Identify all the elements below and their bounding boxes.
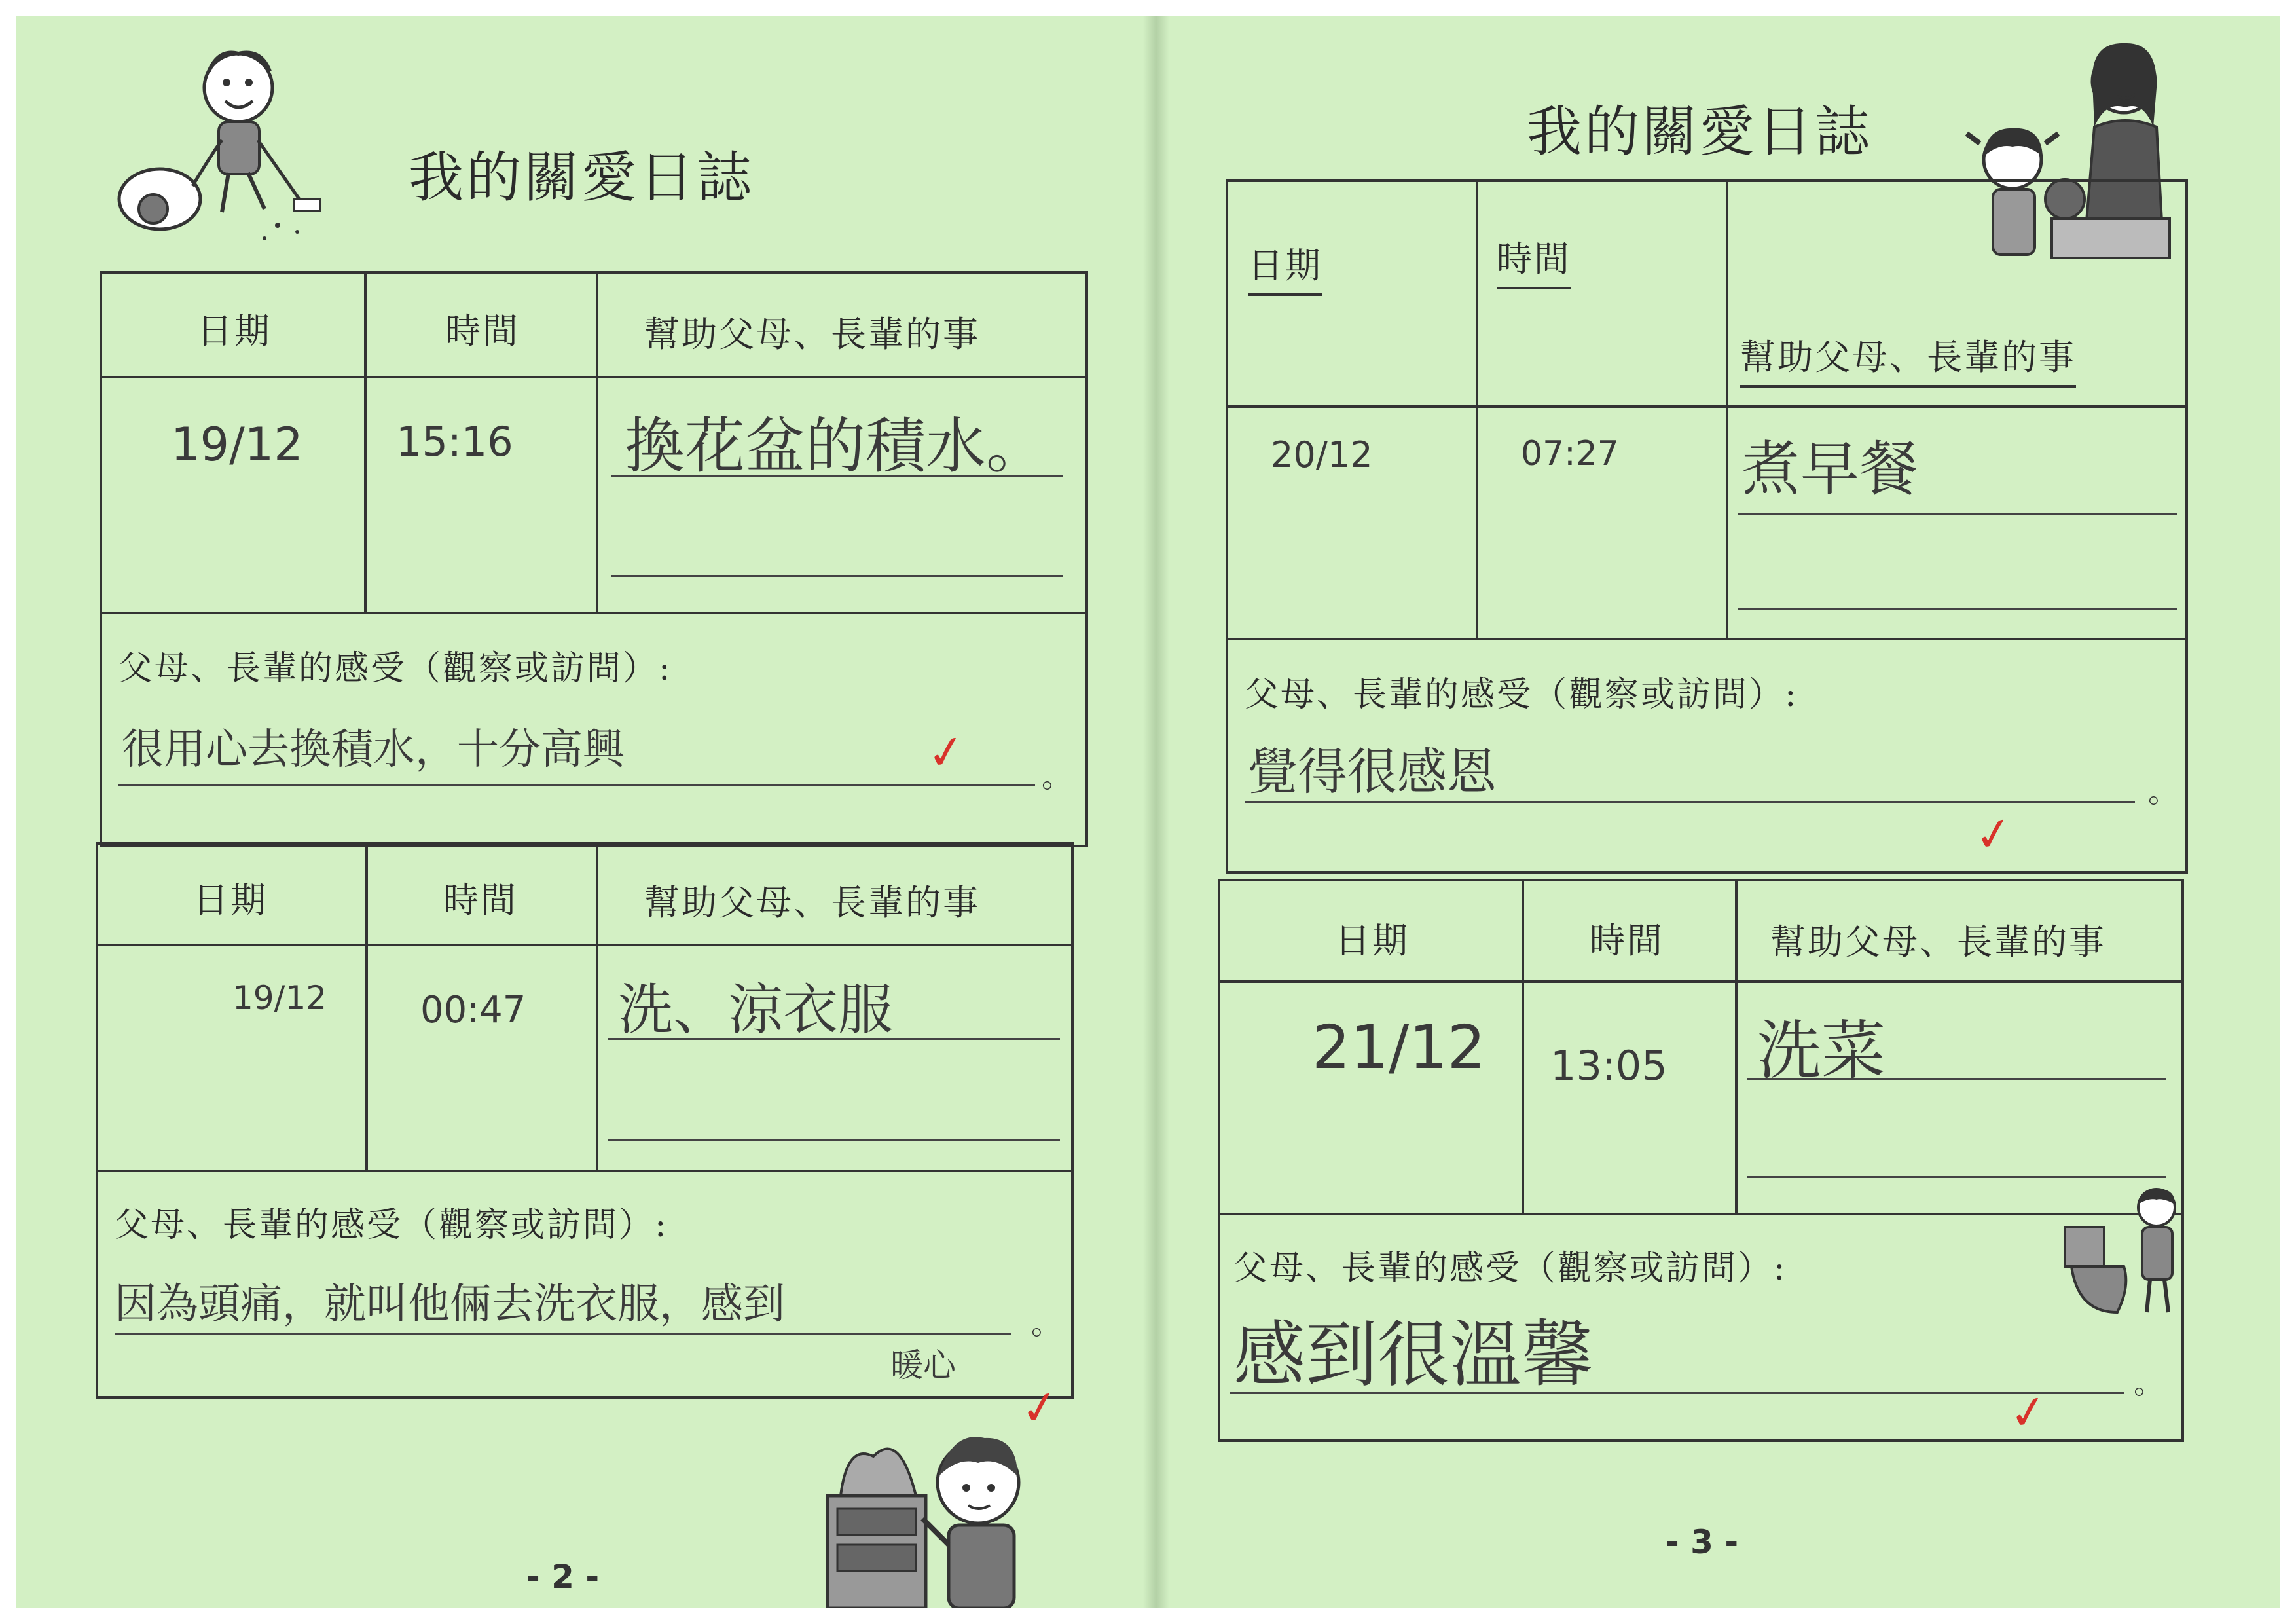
right-page bbox=[1155, 16, 2280, 1608]
diary-entry-table bbox=[1218, 879, 2184, 1442]
feeling-label: 父母、長輩的感受（觀察或訪問）: bbox=[1245, 675, 1798, 714]
table-header-row bbox=[98, 845, 1071, 946]
feeling-value: 因為頭痛，就叫他倆去洗衣服，感到 bbox=[115, 1280, 785, 1329]
boy-cleaning-toilet-illustration bbox=[2058, 1181, 2189, 1332]
date-value: 19/12 bbox=[232, 979, 327, 1017]
task-value: 換花盆的積水。 bbox=[625, 411, 1047, 481]
time-cell bbox=[368, 946, 598, 1170]
task-cell bbox=[598, 378, 1085, 612]
table-header-row bbox=[1228, 182, 2185, 408]
page-number: - 2 - bbox=[526, 1558, 600, 1596]
task-header-cell bbox=[598, 274, 1085, 376]
task-value: 煮早餐 bbox=[1741, 435, 1918, 504]
task-cell bbox=[598, 946, 1071, 1170]
left-page bbox=[16, 16, 1155, 1608]
date-value: 20/12 bbox=[1271, 434, 1373, 475]
teacher-check-mark: ✓ bbox=[2005, 1383, 2052, 1442]
writing-line bbox=[118, 784, 1035, 786]
teacher-check-mark: ✓ bbox=[1971, 805, 2017, 864]
teacher-check-mark: ✓ bbox=[1017, 1378, 1063, 1437]
writing-line bbox=[608, 1038, 1060, 1040]
writing-line bbox=[611, 575, 1063, 577]
page-title: 我的關愛日誌 bbox=[1527, 100, 1873, 164]
task-header: 幫助父母、長輩的事 bbox=[644, 314, 980, 355]
feeling-value-line2: 暖心 bbox=[890, 1346, 956, 1384]
writing-line bbox=[115, 1333, 1011, 1335]
boy-vacuuming-illustration bbox=[107, 42, 330, 251]
writing-line bbox=[611, 475, 1063, 477]
page-number: - 3 - bbox=[1666, 1523, 1739, 1561]
table-entry-row bbox=[1228, 408, 2185, 640]
table-header-row bbox=[102, 274, 1085, 378]
feeling-value: 覺得很感恩 bbox=[1248, 743, 1497, 801]
date-cell bbox=[1228, 408, 1478, 638]
date-header-cell bbox=[1220, 881, 1524, 980]
date-header: 日期 bbox=[193, 879, 268, 921]
period-mark: 。 bbox=[1031, 1306, 1061, 1341]
feeling-row bbox=[98, 1172, 1071, 1396]
time-cell bbox=[367, 378, 598, 612]
time-header: 時間 bbox=[443, 879, 518, 921]
feeling-row bbox=[1220, 1215, 2181, 1442]
date-cell bbox=[1220, 983, 1524, 1213]
feeling-row bbox=[102, 614, 1085, 845]
date-value: 21/12 bbox=[1312, 1012, 1486, 1082]
writing-line bbox=[608, 1139, 1060, 1141]
time-header-cell bbox=[367, 274, 598, 376]
date-header-cell bbox=[102, 274, 367, 376]
feeling-value: 感到很溫馨 bbox=[1233, 1313, 1594, 1397]
page-title: 我的關愛日誌 bbox=[409, 145, 755, 210]
task-value: 洗、涼衣服 bbox=[618, 978, 894, 1042]
task-header-cell bbox=[1728, 182, 2185, 405]
task-cell bbox=[1728, 408, 2185, 638]
diary-entry-table bbox=[96, 842, 1074, 1399]
date-header-cell bbox=[1228, 182, 1478, 405]
date-header: 日期 bbox=[1248, 238, 1322, 296]
table-entry-row bbox=[1220, 983, 2181, 1215]
table-header-row bbox=[1220, 881, 2181, 983]
time-cell bbox=[1478, 408, 1728, 638]
period-mark: 。 bbox=[1042, 759, 1072, 794]
date-cell bbox=[102, 378, 367, 612]
writing-line bbox=[1230, 1392, 2124, 1394]
feeling-label: 父母、長輩的感受（觀察或訪問）: bbox=[118, 649, 672, 688]
feeling-label: 父母、長輩的感受（觀察或訪問）: bbox=[1233, 1249, 1787, 1288]
period-mark: 。 bbox=[2134, 1365, 2164, 1401]
task-header: 幫助父母、長輩的事 bbox=[1740, 329, 2076, 388]
boy-with-cabinet-illustration bbox=[801, 1404, 1050, 1608]
feeling-value: 很用心去換積水，十分高興 bbox=[122, 726, 625, 774]
feeling-label: 父母、長輩的感受（觀察或訪問）: bbox=[115, 1206, 668, 1245]
time-cell bbox=[1524, 983, 1738, 1213]
time-header-cell bbox=[368, 845, 598, 944]
writing-line bbox=[1747, 1176, 2166, 1178]
writing-line bbox=[1245, 801, 2135, 803]
task-header: 幫助父母、長輩的事 bbox=[1770, 921, 2106, 963]
diary-entry-table bbox=[100, 271, 1088, 847]
diary-spread bbox=[16, 16, 2280, 1608]
time-value: 07:27 bbox=[1521, 434, 1619, 473]
date-header: 日期 bbox=[1335, 920, 1410, 961]
task-header: 幫助父母、長輩的事 bbox=[644, 882, 980, 923]
date-value: 19/12 bbox=[171, 418, 303, 471]
time-header: 時間 bbox=[1497, 231, 1571, 289]
task-header-cell bbox=[598, 845, 1071, 944]
time-value: 00:47 bbox=[420, 989, 526, 1031]
task-header-cell bbox=[1738, 881, 2181, 980]
date-header: 日期 bbox=[197, 310, 272, 352]
writing-line bbox=[1747, 1078, 2166, 1080]
diary-entry-table bbox=[1226, 179, 2188, 874]
writing-line bbox=[1738, 608, 2177, 610]
date-cell bbox=[98, 946, 368, 1170]
task-value: 洗菜 bbox=[1757, 1014, 1886, 1088]
writing-line bbox=[1738, 513, 2177, 515]
time-value: 13:05 bbox=[1550, 1042, 1667, 1090]
time-value: 15:16 bbox=[396, 418, 513, 466]
table-entry-row bbox=[102, 378, 1085, 614]
task-cell bbox=[1738, 983, 2181, 1213]
table-entry-row bbox=[98, 946, 1071, 1172]
teacher-check-mark: ✓ bbox=[923, 723, 970, 782]
time-header: 時間 bbox=[1590, 920, 1664, 961]
time-header-cell bbox=[1524, 881, 1738, 980]
feeling-row bbox=[1228, 640, 2185, 871]
date-header-cell bbox=[98, 845, 368, 944]
period-mark: 。 bbox=[2148, 774, 2178, 809]
time-header-cell bbox=[1478, 182, 1728, 405]
time-header: 時間 bbox=[445, 310, 520, 352]
